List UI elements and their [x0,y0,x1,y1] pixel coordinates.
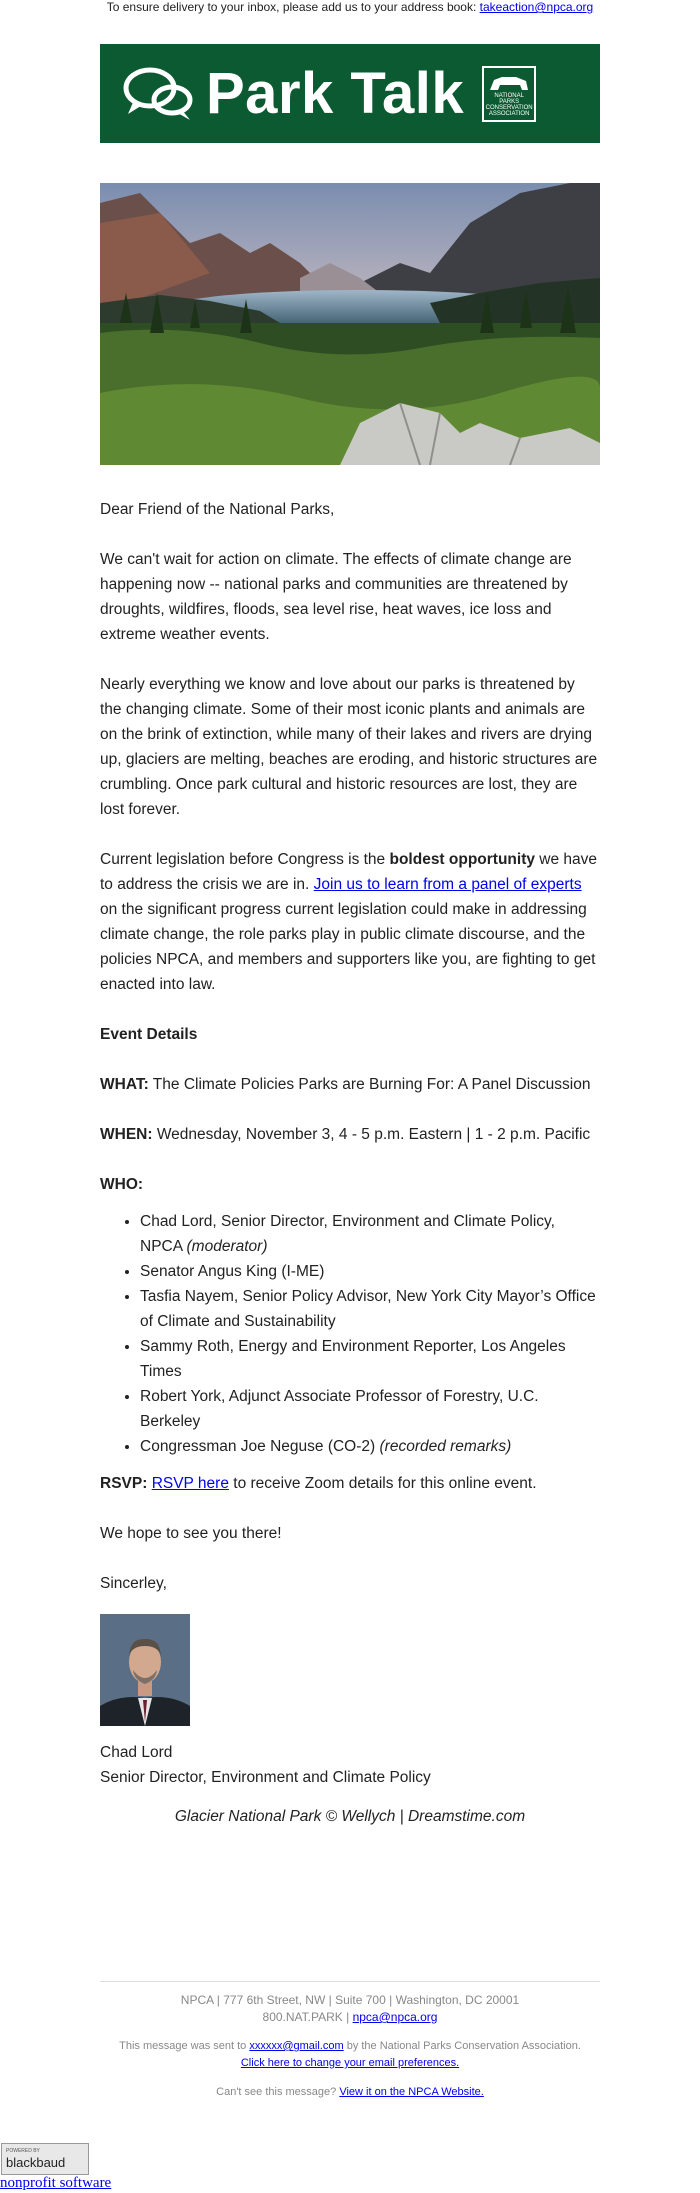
view-online-link[interactable]: View it on the NPCA Website. [339,2086,484,2098]
rsvp-text: to receive Zoom details for this online event. [228,1475,537,1492]
speaker-text: Senator Angus King (I-ME) [140,1263,325,1280]
speaker-note: (moderator) [186,1238,268,1255]
list-item [140,1334,600,1384]
when-label: WHEN: [100,1126,153,1143]
speaker-note: (recorded remarks) [379,1438,512,1455]
event-who [100,1172,600,1197]
letter-body [100,497,600,1854]
p3-bold: boldest opportunity [389,851,535,868]
speaker-list [100,1209,600,1459]
what-text: The Climate Policies Parks are Burning For: A Panel Discussion [148,1076,591,1093]
event-heading-text: Event Details [100,1026,198,1043]
speaker-text: Tasfia Nayem, Senior Policy Advisor, New York City Mayor’s Office of Climate and Sustainability [140,1288,596,1330]
rsvp-label: RSVP: [100,1475,148,1492]
nonprofit-software-link[interactable]: nonprofit software [0,2175,112,2191]
signature-name: Chad Lord [100,1744,173,1761]
badge-text: NATIONAL PARKS CONSERVATION ASSOCIATION [485,92,533,117]
list-item [140,1259,600,1284]
panel-experts-link[interactable]: Join us to learn from a panel of experts [313,876,582,893]
cant-see-text: Can't see this message? [216,2086,340,2098]
event-details-heading [100,1022,600,1047]
photo-caption: Glacier National Park © Wellych | Dreamstime.com [174,1808,526,1825]
preheader-text: To ensure delivery to your inbox, please add us to your address book: [106,0,480,14]
signature-photo [100,1614,190,1726]
event-what [100,1072,600,1097]
greeting: Dear Friend of the National Parks, [100,501,335,518]
p3-text-b: we have to address the crisis we are in. [100,851,598,893]
speech-bubbles-icon [122,66,196,122]
preheader [0,0,700,16]
sent-text-b: by the National Parks Conservation Association. [343,2040,581,2052]
list-item [140,1209,600,1259]
blackbaud-logo: blackbaud [6,2155,66,2170]
footer-email-link[interactable]: npca@npca.org [352,2010,438,2024]
speaker-text: Sammy Roth, Energy and Environment Reporter, Los Angeles Times [140,1338,566,1380]
speaker-text: Chad Lord, Senior Director, Environment and Climate Policy, NPCA [140,1213,555,1255]
npca-badge-logo [482,66,536,122]
closing: Sincerley, [100,1575,167,1592]
p3-text-c: on the significant progress current legislation could make in addressing climate change, the role parks play in public climate discourse, and the policies NPCA, and members and supporters like you, are fighting to get enacted into law. [100,901,596,993]
park-talk-banner [100,44,600,143]
when-text: Wednesday, November 3, 4 - 5 p.m. Eastern | 1 - 2 p.m. Pacific [152,1126,591,1143]
list-item [140,1384,600,1434]
email-preferences-link[interactable]: Click here to change your email preferences. [240,2057,460,2069]
hero-image [100,183,600,465]
preheader-email-link[interactable]: takeaction@npca.org [479,0,594,14]
powered-by-blackbaud-badge[interactable] [1,2143,89,2175]
sent-email-link[interactable]: xxxxxx@gmail.com [249,2040,344,2052]
paragraph-3 [100,847,600,997]
footer-phone: 800.NAT.PARK | [262,2010,353,2024]
hope-line: We hope to see you there! [100,1525,282,1542]
signature-title: Senior Director, Environment and Climate Policy [100,1769,431,1786]
paragraph-2: Nearly everything we know and love about our parks is threatened by the changing climate. Some of their most iconic plants and animals are on the brink of extinction, while many of their lakes and rivers are drying up, glaciers are melting, beaches are eroding, and historic structures are crumbling. Once park cultural and historic resources are lost, they are lost forever. [100,676,598,818]
banner-title: Park Talk [206,61,465,126]
what-label: WHAT: [100,1076,149,1093]
speaker-text: Robert York, Adjunct Associate Professor of Forestry, U.C. Berkeley [140,1388,539,1430]
footer-sent-to [100,2038,600,2072]
list-item [140,1284,600,1334]
bison-icon [486,72,532,94]
powered-by-label: POWERED BY [6,2148,40,2154]
speaker-text: Congressman Joe Neguse (CO-2) [140,1438,380,1455]
signature-block [100,1740,600,1790]
p3-text-a: Current legislation before Congress is the [100,851,390,868]
footer-contact [100,1992,600,2026]
event-when [100,1122,600,1147]
sent-text-a: This message was sent to [119,2040,250,2052]
who-label: WHO: [100,1176,144,1193]
list-item [140,1434,600,1459]
email-footer [100,1981,600,2113]
rsvp-line [100,1471,600,1496]
footer-address: NPCA | 777 6th Street, NW | Suite 700 | Washington, DC 20001 [180,1993,520,2007]
rsvp-link[interactable]: RSVP here [151,1475,229,1492]
paragraph-1: We can't wait for action on climate. The effects of climate change are happening now -- national parks and communities are threatened by droughts, wildfires, floods, sea level rise, heat waves, ice loss and extreme weather events. [100,551,572,643]
footer-view-online [100,2084,600,2101]
